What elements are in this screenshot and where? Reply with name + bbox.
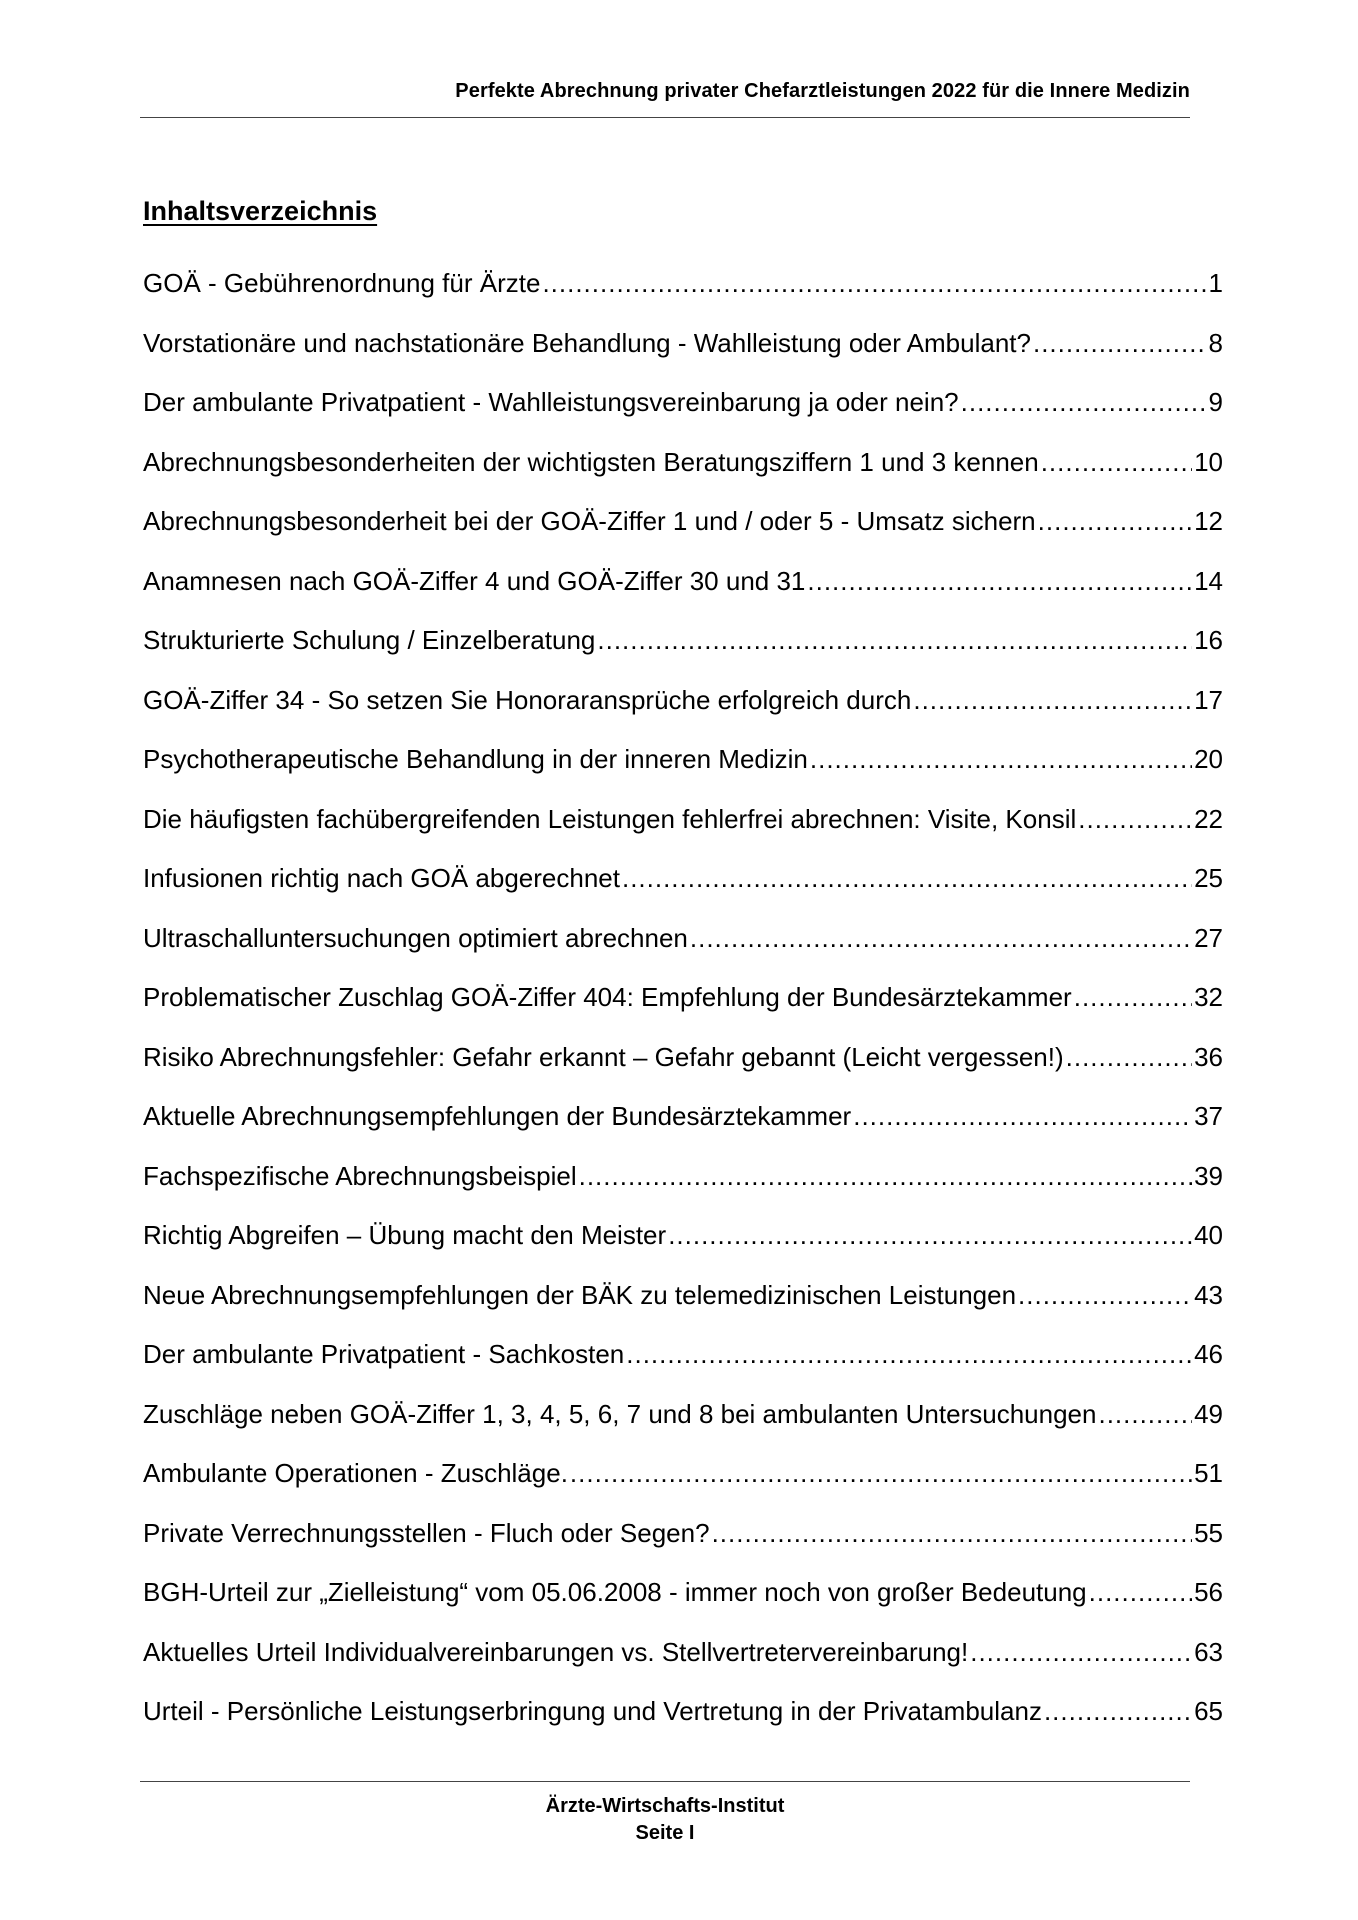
toc-dot-leader (1074, 982, 1192, 1013)
toc-entry-page: 8 (1208, 327, 1223, 358)
toc-entry[interactable] (143, 506, 1223, 566)
toc-dot-leader (570, 1458, 1192, 1489)
toc-entry[interactable] (143, 1220, 1223, 1280)
footer-divider (140, 1781, 1190, 1782)
toc-entry-page: 37 (1194, 1101, 1223, 1131)
toc-dot-leader (622, 863, 1192, 894)
toc-entry-page: 1 (1208, 268, 1223, 298)
footer-institute: Ärzte-Wirtschafts-Institut (545, 1795, 785, 1817)
toc-entry[interactable] (143, 982, 1223, 1042)
toc-dot-leader (579, 1161, 1192, 1192)
toc-entry-page: 56 (1194, 1577, 1223, 1607)
toc-entry-page: 65 (1194, 1696, 1223, 1726)
toc-dot-leader (807, 566, 1192, 597)
toc-entry-title: Richtig Abgreifen – Übung macht den Meister (143, 1220, 667, 1250)
toc-entry-page: 32 (1194, 982, 1223, 1012)
toc-dot-leader (1078, 804, 1192, 835)
toc-dot-leader (1066, 1042, 1192, 1073)
toc-dot-leader (712, 1518, 1193, 1549)
toc-entry-page: 20 (1194, 744, 1223, 774)
toc-entry[interactable] (143, 1339, 1223, 1399)
toc-entry-page: 22 (1194, 803, 1223, 834)
toc-dot-leader (597, 625, 1192, 656)
toc-entry-title: GOÄ-Ziffer 34 - So setzen Sie Honoraransprüche erfolgreich durch (143, 684, 912, 715)
toc-entry-page: 46 (1194, 1339, 1223, 1369)
toc-entry-page: 40 (1194, 1220, 1223, 1250)
toc-entry-page: 43 (1194, 1279, 1223, 1310)
toc-entry-title: Der ambulante Privatpatient - Wahlleistungsvereinbarung ja oder nein? (143, 387, 959, 417)
toc-entry-page: 39 (1194, 1160, 1223, 1191)
toc-entry-page: 10 (1194, 446, 1223, 477)
toc-dot-leader (1089, 1577, 1192, 1608)
toc-dot-leader (1098, 1399, 1192, 1430)
toc-entry[interactable] (143, 923, 1223, 983)
toc-entry[interactable] (143, 1637, 1223, 1697)
toc-entry[interactable] (143, 1161, 1223, 1221)
toc-dot-leader (1041, 447, 1192, 478)
toc-entry-title: GOÄ - Gebührenordnung für Ärzte (143, 268, 541, 298)
toc-entry[interactable] (143, 685, 1223, 745)
toc-entry[interactable] (143, 1101, 1223, 1161)
toc-dot-leader (1033, 328, 1207, 359)
toc-entry-page: 55 (1194, 1517, 1223, 1548)
toc-entry-title: Risiko Abrechnungsfehler: Gefahr erkannt – Gefahr gebannt (Leicht vergessen!) (143, 1041, 1064, 1072)
toc-entry[interactable] (143, 328, 1223, 388)
toc-entry-page: 51 (1194, 1458, 1223, 1488)
toc-dot-leader (961, 387, 1207, 418)
toc-entry-page: 14 (1194, 565, 1223, 596)
toc-entry[interactable] (143, 1458, 1223, 1518)
toc-entry-title: BGH-Urteil zur „Zielleistung“ vom 05.06.2008 - immer noch von großer Bedeutung (143, 1577, 1087, 1607)
toc-entry-title: Psychotherapeutische Behandlung in der inneren Medizin (143, 744, 808, 774)
toc-entry-title: Aktuelle Abrechnungsempfehlungen der Bundesärztekammer (143, 1101, 852, 1131)
toc-entry-title: Ambulante Operationen - Zuschläge. (143, 1458, 568, 1488)
toc-entry-page: 49 (1194, 1398, 1223, 1429)
toc-entry-title: Ultraschalluntersuchungen optimiert abrechnen (143, 922, 688, 953)
toc-dot-leader (810, 744, 1192, 775)
toc-dot-leader (1044, 1696, 1192, 1727)
toc-dot-leader (626, 1339, 1192, 1370)
toc-entry-page: 27 (1194, 922, 1223, 953)
toc-dot-leader (542, 268, 1206, 299)
toc-entry-title: Problematischer Zuschlag GOÄ-Ziffer 404: Empfehlung der Bundesärztekammer (143, 982, 1072, 1012)
toc-entry-title: Fachspezifische Abrechnungsbeispiel (143, 1160, 577, 1191)
running-header: Perfekte Abrechnung privater Chefarztleistungen 2022 für die Innere Medizin (455, 80, 1190, 102)
toc-entry[interactable] (143, 863, 1223, 923)
toc-dot-leader (690, 923, 1192, 954)
toc-entry[interactable] (143, 1696, 1223, 1756)
toc-entry-page: 25 (1194, 863, 1223, 893)
toc-dot-leader (970, 1637, 1192, 1668)
toc-entry-title: Zuschläge neben GOÄ-Ziffer 1, 3, 4, 5, 6, 7 und 8 bei ambulanten Untersuchungen (143, 1398, 1097, 1429)
toc-entry-title: Strukturierte Schulung / Einzelberatung (143, 625, 596, 655)
toc-dot-leader (853, 1101, 1192, 1132)
toc-entry-title: Der ambulante Privatpatient - Sachkosten (143, 1339, 625, 1369)
toc-entry[interactable] (143, 804, 1223, 864)
table-of-contents (143, 268, 1223, 1756)
toc-dot-leader (1038, 506, 1192, 537)
toc-entry-page: 17 (1194, 684, 1223, 715)
toc-entry[interactable] (143, 566, 1223, 626)
toc-entry-title: Infusionen richtig nach GOÄ abgerechnet (143, 863, 620, 893)
toc-entry[interactable] (143, 1280, 1223, 1340)
toc-entry-title: Urteil - Persönliche Leistungserbringung und Vertretung in der Privatambulanz (143, 1696, 1042, 1726)
toc-entry[interactable] (143, 1518, 1223, 1578)
footer-page-number: Seite I (635, 1822, 695, 1844)
toc-entry[interactable] (143, 744, 1223, 804)
toc-dot-leader (1018, 1280, 1192, 1311)
toc-dot-leader (668, 1220, 1192, 1251)
toc-entry-title: Abrechnungsbesonderheiten der wichtigsten Beratungsziffern 1 und 3 kennen (143, 446, 1039, 477)
toc-dot-leader (913, 685, 1192, 716)
toc-entry-title: Aktuelles Urteil Individualvereinbarungen vs. Stellvertretervereinbarung! (143, 1636, 969, 1667)
header-divider (140, 117, 1190, 118)
toc-heading: Inhaltsverzeichnis (143, 196, 378, 226)
toc-entry[interactable] (143, 1577, 1223, 1637)
toc-entry-page: 63 (1194, 1636, 1223, 1667)
toc-entry-title: Anamnesen nach GOÄ-Ziffer 4 und GOÄ-Ziffer 30 und 31 (143, 565, 806, 596)
toc-entry[interactable] (143, 447, 1223, 507)
toc-entry-page: 36 (1194, 1041, 1223, 1072)
toc-entry-page: 12 (1194, 506, 1223, 536)
toc-entry-title: Abrechnungsbesonderheit bei der GOÄ-Ziffer 1 und / oder 5 - Umsatz sichern (143, 506, 1036, 536)
toc-entry[interactable] (143, 1042, 1223, 1102)
toc-entry-title: Private Verrechnungsstellen - Fluch oder Segen? (143, 1517, 710, 1548)
toc-entry-title: Die häufigsten fachübergreifenden Leistungen fehlerfrei abrechnen: Visite, Konsil (143, 803, 1077, 834)
toc-entry[interactable] (143, 387, 1223, 447)
toc-entry-title: Vorstationäre und nachstationäre Behandlung - Wahlleistung oder Ambulant? (143, 327, 1031, 358)
toc-entry[interactable] (143, 625, 1223, 685)
toc-entry-page: 16 (1194, 625, 1223, 655)
toc-entry[interactable] (143, 1399, 1223, 1459)
toc-entry-title: Neue Abrechnungsempfehlungen der BÄK zu telemedizinischen Leistungen (143, 1279, 1017, 1310)
toc-entry[interactable] (143, 268, 1223, 328)
toc-entry-page: 9 (1208, 387, 1223, 417)
